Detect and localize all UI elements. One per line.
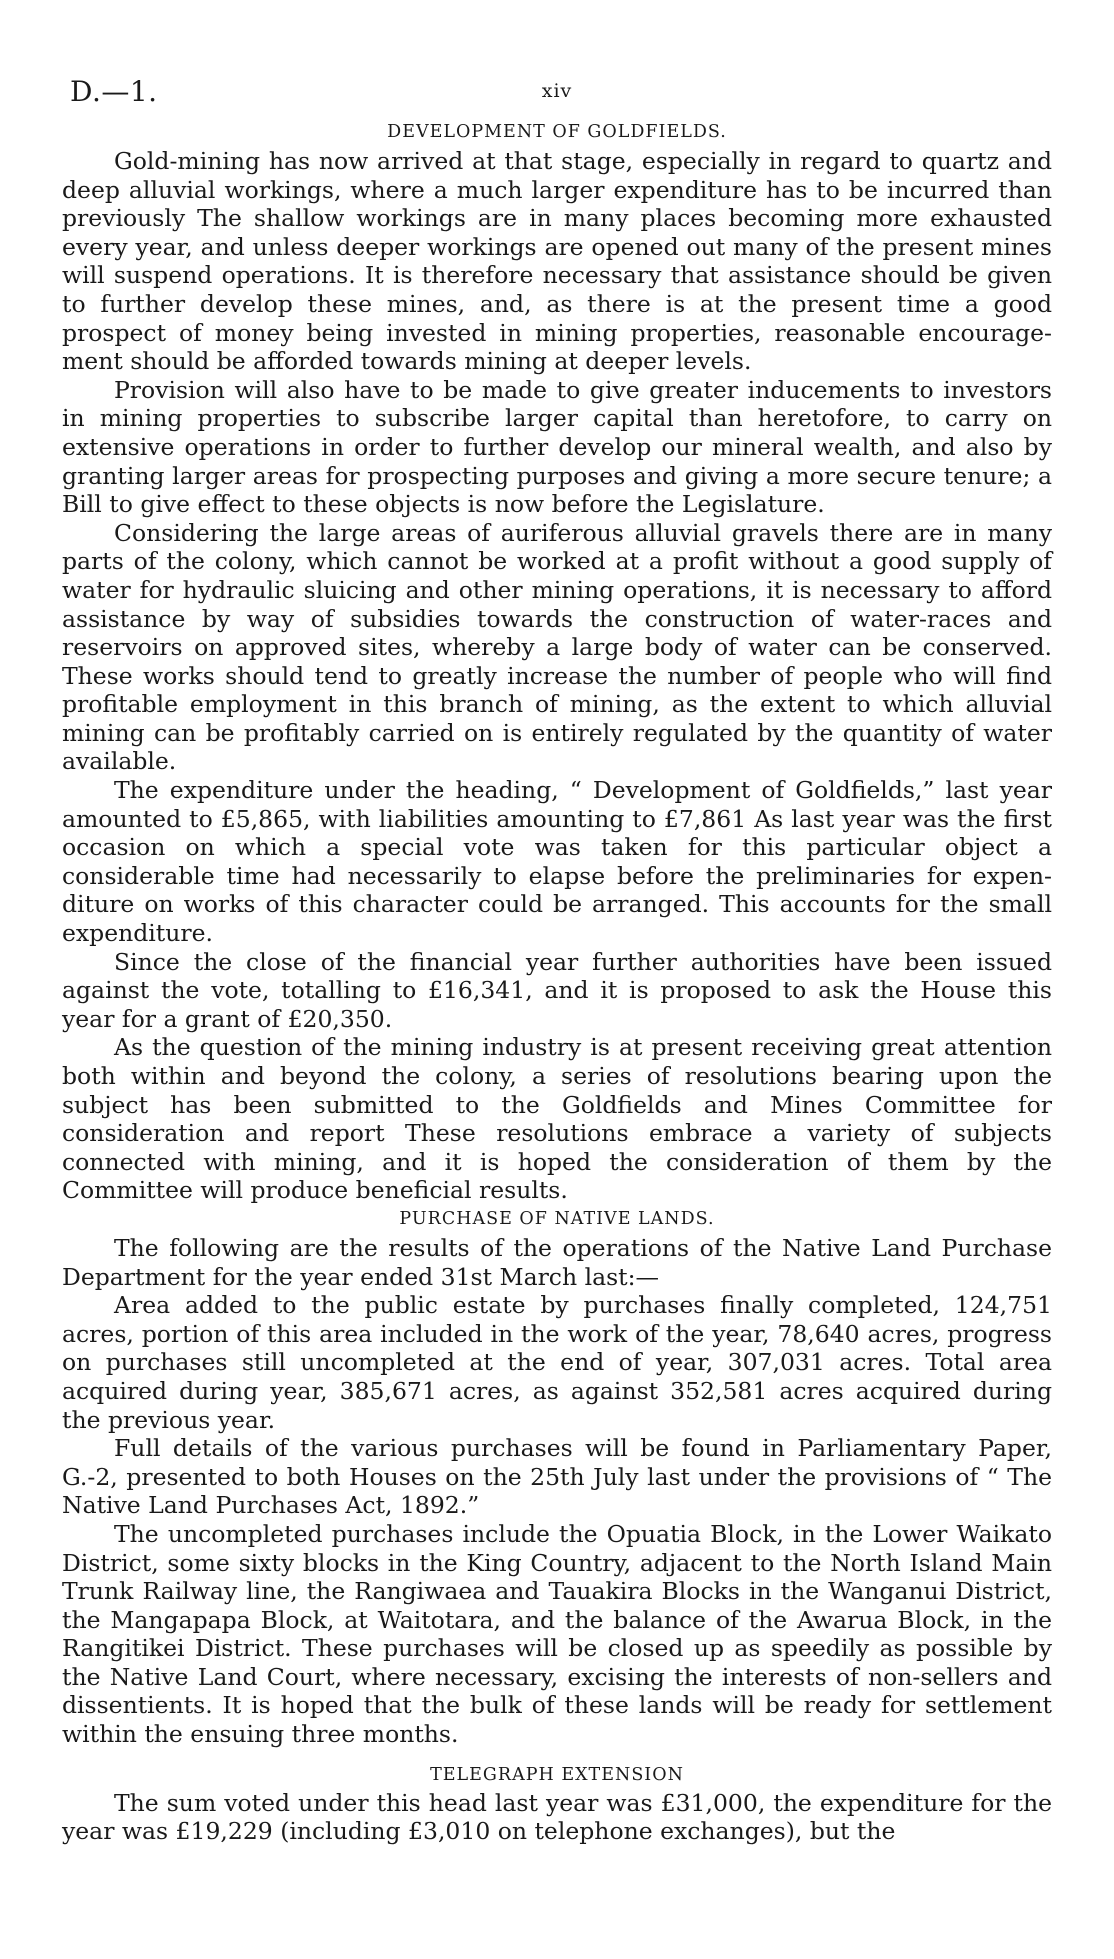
section-development-of-goldfields <box>62 122 1052 1205</box>
paragraph: Provision will also have to be made to give greater inducements to investors in mining properties to subscribe larger capital than heretofore, to carry on extensive operations in order to further develop our mineral wealth, and also by granting larger areas for prospecting purposes and giving a more secure tenure; a Bill to give effect to these objects is now before the Legislature. <box>62 375 1052 519</box>
paragraph: The sum voted under this head last year was £31,000, the expenditure for the year was £19,229 (including £3,010 on telephone exchanges), but the <box>62 1788 1052 1846</box>
section-telegraph-extension <box>62 1765 1052 1846</box>
document-reference: D.—1. <box>70 75 158 108</box>
paragraph: Since the close of the financial year further authorities have been issued against the vote, totalling to £16,341, and it is proposed to ask the House this year for a grant of £20,350. <box>62 947 1052 1033</box>
section-heading: DEVELOPMENT OF GOLDFIELDS. <box>387 122 727 142</box>
paragraph: Gold-mining has now arrived at that stage, especially in regard to quartz and deep alluvial workings, where a much larger expenditure has to be incurred than previously The shallow workings are in many places becoming more exhausted every year, and unless deeper workings are opened out many of the present mines will suspend operations. It is therefore necessary that assistance should be given to further develop these mines, and, as there is at the present time a good prospect of money being invested in mining properties, reasonable encouragement should be afforded towards mining at deeper levels. <box>62 147 1052 376</box>
paragraph: As the question of the mining industry is at present receiving great attention both within and beyond the colony, a series of resolutions bearing upon the subject has been submitted to the Goldfields and Mines Committee for consideration and report These resolutions embrace a variety of subjects connected with mining, and it is hoped the consideration of them by the Committee will produce beneficial results. <box>62 1033 1052 1205</box>
paragraph: The expenditure under the heading, “ Development of Goldfields,” last year amounted to £5,865, with liabilities amounting to £7,861 As last year was the first occasion on which a special vote was taken for this particular object a considerable time had necessarily to elapse before the preliminaries for expenditure on works of this character could be arranged. This accounts for the small expenditure. <box>62 776 1052 948</box>
page-number: xiv <box>541 80 573 102</box>
section-heading: TELEGRAPH EXTENSION <box>430 1764 684 1785</box>
running-head <box>62 70 1052 114</box>
section-heading: PURCHASE OF NATIVE LANDS. <box>399 1208 715 1229</box>
document-page <box>62 70 1052 1846</box>
section-purchase-of-native-lands <box>62 1209 1052 1749</box>
paragraph: The following are the results of the operations of the Native Land Purchase Department for the year ended 31st March last:— <box>62 1233 1052 1291</box>
paragraph: Full details of the various purchases will be found in Parliamentary Paper, G.-2, presented to both Houses on the 25th July last under the provisions of “ The Native Land Purchases Act, 1892.” <box>62 1434 1052 1520</box>
paragraph: Considering the large areas of auriferous alluvial gravels there are in many parts of the colony, which cannot be worked at a profit without a good supply of water for hydraulic sluicing and other mining operations, it is necessary to afford assistance by way of subsidies towards the construction of water-races and reservoirs on approved sites, whereby a large body of water can be conserved. These works should tend to greatly increase the number of people who will find profitable employment in this branch of mining, as the extent to which alluvial mining can be profitably carried on is entirely regulated by the quantity of water available. <box>62 518 1052 776</box>
paragraph: Area added to the public estate by purchases finally completed, 124,751 acres, portion of this area included in the work of the year, 78,640 acres, progress on purchases still uncompleted at the end of year, 307,031 acres. Total area acquired during year, 385,671 acres, as against 352,581 acres acquired during the previous year. <box>62 1291 1052 1434</box>
paragraph: The uncompleted purchases include the Opuatia Block, in the Lower Waikato District, some sixty blocks in the King Country, adjacent to the North Island Main Trunk Railway line, the Rangiwaea and Tauakira Blocks in the Wanganui District, the Mangapapa Block, at Waitotara, and the balance of the Awarua Block, in the Rangitikei District. These purchases will be closed up as speedily as possible by the Native Land Court, where necessary, excising the interests of non-sellers and dissentients. It is hoped that the bulk of these lands will be ready for settlement within the ensuing three months. <box>62 1519 1052 1749</box>
